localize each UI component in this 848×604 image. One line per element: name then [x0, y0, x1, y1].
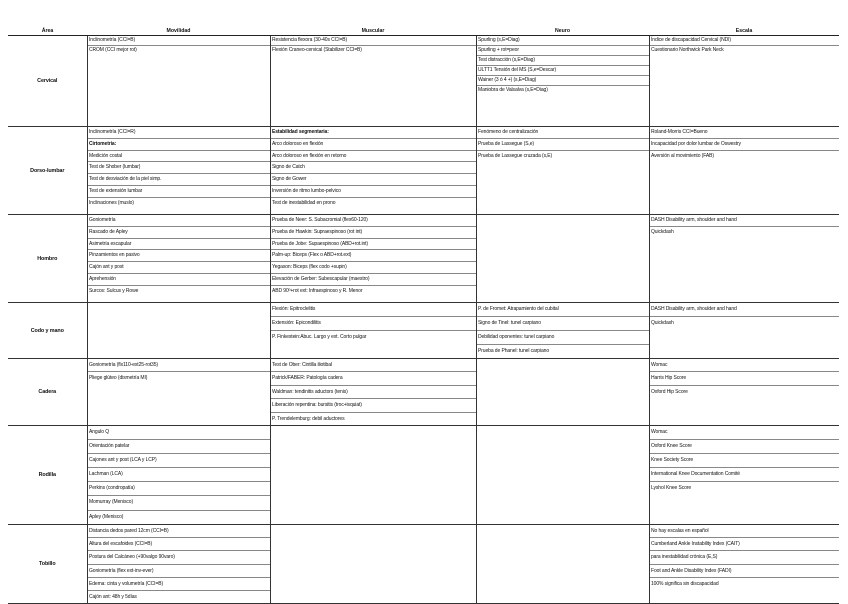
header-movilidad: Movilidad	[87, 26, 270, 36]
muscular-item: Resistencia flexora (30-40s CCI=B)	[271, 36, 476, 46]
escala-item: Cumberland Ankle Instability Index (CAIT)	[650, 538, 840, 551]
escala-cell	[649, 303, 839, 359]
muscular-item: Flexión: Epitroclelitis	[271, 303, 476, 317]
movilidad-item: Inclinaciones (muslo)	[89, 199, 134, 206]
neuro-cell	[476, 303, 649, 359]
escala-item: Oxford Knee Score	[650, 440, 840, 454]
escala-item: Harris Hip Score	[650, 372, 840, 385]
escala-item: 100% significa sin discapacidad	[651, 580, 719, 587]
movilidad-item: Lachman (LCA)	[88, 468, 270, 482]
area-cell: Tobillo	[8, 524, 87, 604]
movilidad-item: Apley (Menisco)	[89, 513, 124, 520]
escala-item: Womac	[650, 426, 840, 440]
escala-item: DASH Disability arm, shoulder and hand	[650, 215, 840, 227]
muscular-cell	[270, 127, 476, 215]
header-neuro: Neuro	[476, 26, 649, 36]
header-row	[8, 26, 839, 36]
escala-item: International Knee Documentation Comité	[650, 468, 840, 482]
movilidad-cell	[87, 36, 270, 127]
muscular-item: Arco doloroso en flexión	[271, 139, 476, 151]
movilidad-item: Test de Shober (lumbar)	[88, 162, 270, 174]
movilidad-item: Cajón ant y post	[88, 262, 270, 274]
muscular-item: Yegason: Biceps (flex codo +supin)	[271, 262, 476, 274]
area-cell: Cervical	[8, 36, 87, 127]
muscular-cell	[270, 303, 476, 359]
movilidad-item: Distancia dedos pared 12cm (CCI=B)	[88, 525, 270, 538]
movilidad-cell	[87, 524, 270, 604]
table-row	[8, 359, 839, 426]
muscular-item: Elevación de Gerber: Subescapular (maestro)	[271, 274, 476, 286]
muscular-item: Inversión de ritmo lumbo-pelvico	[271, 186, 476, 198]
muscular-item: Palm-up: Biceps (Flex o ABD+rot.ext)	[271, 250, 476, 262]
muscular-item: ABD 90º+rot ext: Infraespinoso y R. Menor	[272, 287, 363, 294]
muscular-cell	[270, 425, 476, 524]
neuro-cell	[476, 127, 649, 215]
muscular-item: Signo de Catch	[271, 162, 476, 174]
neuro-item: Prueba de Phanel: tunel carpiano	[478, 348, 550, 354]
escala-item: Roland-Morris CCI=Bueno	[650, 127, 840, 139]
table-row	[8, 425, 839, 524]
neuro-item: Wainer (3 ó 4 +) (s,E=Diag)	[477, 76, 649, 86]
neuro-item: ULTT1 Tensión del MS (S,e=Descar)	[477, 66, 649, 76]
movilidad-item: Postura del Calcáneo (+90valgo 90varo)	[88, 551, 270, 564]
escala-item: No hay escalas en español	[650, 525, 840, 538]
area-cell: Cadera	[8, 359, 87, 426]
escala-cell	[649, 215, 839, 303]
movilidad-item: Inclinometría (CCI=B)	[88, 36, 270, 46]
muscular-item: Waldman: tendinitis aductors (tenis)	[271, 386, 476, 399]
movilidad-item: Momurray (Menisco)	[88, 496, 270, 510]
movilidad-item: Orientación patelar	[88, 440, 270, 454]
muscular-item: Prueba de Jobe: Supaespinoso (ABD+rot.int)	[271, 239, 476, 251]
muscular-item: Test de Ober: Cintilla iliotibal	[271, 359, 476, 372]
header-area: Área	[8, 26, 87, 36]
movilidad-item: Cirtometria:	[88, 139, 270, 151]
movilidad-item: CROM (CCI mejor rot)	[89, 47, 137, 53]
movilidad-item: Medición costal	[88, 151, 270, 163]
neuro-item: Prueba de Lassegue (S,e)	[477, 139, 649, 151]
escala-item: para inestabilidad crónica (E,S)	[650, 551, 840, 564]
muscular-item: Arco doloroso en flexión en retorno	[271, 151, 476, 163]
escala-item: Cuestionario Northwick Park Neck	[651, 47, 724, 53]
neuro-cell	[476, 36, 649, 127]
muscular-item: Extensión: Epicondilitis	[271, 317, 476, 331]
escala-cell	[649, 36, 839, 127]
assessment-table	[8, 26, 839, 604]
escala-item: Oxford Hip Score	[651, 388, 688, 395]
muscular-item: P. Trendelemburg: debil aductores	[272, 415, 345, 422]
header-escala: Escala	[649, 26, 839, 36]
neuro-item: Debilidad oponentes: tunel carpiano	[477, 331, 649, 345]
movilidad-cell	[87, 215, 270, 303]
escala-item: DASH Disability arm, shoulder and hand	[650, 303, 840, 317]
escala-item: Incapacidad por dolor lumbar de Oswestry	[650, 139, 840, 151]
movilidad-cell	[87, 425, 270, 524]
escala-cell	[649, 524, 839, 604]
muscular-item: Liberación repentina: bursitis (troc+isquiat)	[271, 399, 476, 412]
movilidad-item: Cajón ant: 48h y 5días	[89, 594, 137, 601]
muscular-item: Prueba de Hawkin: Supraespinoso (rot int)	[271, 227, 476, 239]
neuro-item: Test distracción (s,E=Diag)	[477, 56, 649, 66]
area-cell: Codo y mano	[8, 303, 87, 359]
movilidad-item: Pliege glúteo (dismetría MI)	[89, 375, 148, 382]
muscular-cell	[270, 36, 476, 127]
movilidad-item: Rascado de Apley	[88, 227, 270, 239]
neuro-item: Signo de Tinel: tunel carpiano	[477, 317, 649, 331]
escala-item: Quickdash	[651, 320, 674, 326]
table-row	[8, 303, 839, 359]
muscular-item: Prueba de Neer: S. Subacromial (flex60-120)	[271, 215, 476, 227]
escala-cell	[649, 425, 839, 524]
muscular-item: Test de inestabilidad en prono	[272, 199, 336, 206]
muscular-item: Patrick/FABER: Patología cadera	[271, 372, 476, 385]
muscular-cell	[270, 524, 476, 604]
movilidad-item: Inclinometría (CCI=R)	[88, 127, 270, 139]
movilidad-cell	[87, 127, 270, 215]
movilidad-item: Goniometría	[88, 215, 270, 227]
table-row	[8, 127, 839, 215]
muscular-item: P. Finkestein:Abuc. Largo y ext. Corto pulgar	[272, 334, 367, 340]
muscular-cell	[270, 359, 476, 426]
neuro-item: Spurling + rot=peor	[477, 46, 649, 56]
movilidad-item: Surcos: Sulcus y Rowe	[89, 287, 139, 294]
movilidad-item: Test de desviación de la piel simp.	[88, 174, 270, 186]
movilidad-item: Perkins (condropatía)	[88, 482, 270, 496]
table-row	[8, 36, 839, 127]
movilidad-cell	[87, 303, 270, 359]
escala-item: Knee Society Score	[650, 454, 840, 468]
escala-item: Índice de discapacidad Cervical (NDI)	[650, 36, 840, 46]
movilidad-item: Edema: cinta y volumetría (CCI=B)	[88, 578, 270, 591]
area-cell: Hombro	[8, 215, 87, 303]
escala-item: Lyshol Knee Score	[651, 485, 692, 492]
neuro-cell	[476, 215, 649, 303]
neuro-item: Spurling (s,E=Diag)	[477, 36, 649, 46]
movilidad-item: Goniometría (flex ext-inv-ever)	[88, 565, 270, 578]
movilidad-item: Altura del escafoides (CCI=B)	[88, 538, 270, 551]
movilidad-item: Aprehensión	[88, 274, 270, 286]
table-row	[8, 524, 839, 604]
escala-cell	[649, 127, 839, 215]
table-body	[8, 36, 839, 604]
neuro-item: Maniobra de Valsalva (s,E=Diag)	[478, 87, 548, 93]
assessment-table-container	[8, 26, 839, 604]
escala-item: Quickdash	[651, 228, 674, 235]
escala-item: Foot and Ankle Disability Index (FADI)	[650, 565, 840, 578]
movilidad-item: Angulo Q	[88, 426, 270, 440]
neuro-cell	[476, 359, 649, 426]
neuro-cell	[476, 524, 649, 604]
muscular-item: Flexión Craneo-cervical (Stabilizer CCI=B)	[272, 47, 362, 53]
movilidad-cell	[87, 359, 270, 426]
header-muscular: Muscular	[270, 26, 476, 36]
muscular-cell	[270, 215, 476, 303]
movilidad-item: Asimetría escapular	[88, 239, 270, 251]
area-cell: Rodilla	[8, 425, 87, 524]
neuro-item: Fenómeno de centralización	[477, 127, 649, 139]
movilidad-item: Pinzamientos en pasivo	[88, 250, 270, 262]
movilidad-item: Test de extensión lumbar	[88, 186, 270, 198]
muscular-item: Estabilidad segmentaria:	[271, 127, 476, 139]
escala-cell	[649, 359, 839, 426]
neuro-item: Prueba de Lassegue cruzada (s,E)	[478, 152, 553, 159]
escala-item: Womac	[650, 359, 840, 372]
movilidad-item: Cajones ant y post (LCA y LCP)	[88, 454, 270, 468]
escala-item: Aversión al movimiento (FAB)	[651, 152, 714, 159]
neuro-cell	[476, 425, 649, 524]
movilidad-item: Goniometría (flx110-ext25-rot35)	[88, 359, 270, 372]
area-cell: Dorso-lumbar	[8, 127, 87, 215]
muscular-item: Signo de Gower	[271, 174, 476, 186]
table-row	[8, 215, 839, 303]
neuro-item: P. de Fromet: Atrapamiento del cubital	[477, 303, 649, 317]
